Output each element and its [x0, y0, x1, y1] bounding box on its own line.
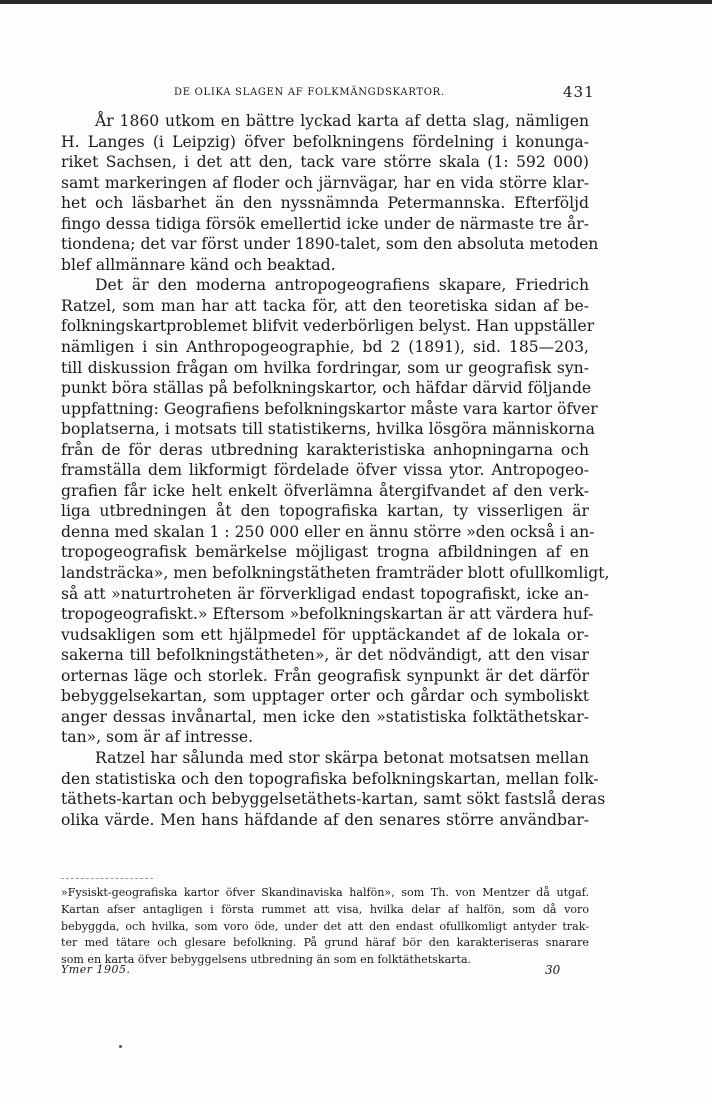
- text-line: Det är den moderna antropogeografiens skapare, Friedrich: [95, 276, 589, 295]
- text-line: folkningskartproblemet blifvit vederbörligen belyst. Han uppställer: [61, 317, 595, 336]
- text-line: H. Langes (i Leipzig) öfver befolkningens fördelning i konunga-: [61, 132, 589, 151]
- text-line: blef allmännare känd och beaktad.: [61, 255, 336, 274]
- scan-speck: [119, 1045, 122, 1048]
- text-line: landsträcka», men befolkningstätheten framträder blott ofullkomligt,: [61, 564, 610, 583]
- text-line: olika värde. Men hans häfdande af den senares större användbar-: [61, 810, 589, 829]
- sheet-number: 30: [545, 963, 561, 977]
- scan-edge: [0, 0, 712, 4]
- page-number: 431: [563, 83, 595, 101]
- running-head: DE OLIKA SLAGEN AF FOLKMÄNGDSKARTOR.: [174, 87, 445, 98]
- page-footer: [0, 959, 712, 983]
- body-text: [61, 111, 610, 830]
- text-line: från de för deras utbredning karakteristiska anhopningarna och: [61, 440, 589, 459]
- text-line: tan», som är af intresse.: [61, 728, 254, 747]
- footnote-line: Kartan afser antagligen i första rummet att visa, hvilka delar af halfön, som då voro: [61, 902, 589, 916]
- footnote-line: bebyggda, och hvilka, som voro öde, under det att den endast ofullkomligt antyder trak-: [61, 919, 589, 933]
- text-line: den statistiska och den topografiska befolkningskartan, mellan folk-: [61, 769, 599, 788]
- text-line: boplatserna, i motsats till statistikerns, hvilka lösgöra människorna: [61, 420, 595, 439]
- paragraph: [61, 275, 610, 748]
- text-line: het och läsbarhet än den nyssnämnda Petermannska. Efterföljd: [61, 194, 589, 213]
- page-header: [0, 83, 712, 103]
- text-line: orternas läge och storlek. Från geografisk synpunkt är det därför: [61, 666, 589, 685]
- text-line: Ratzel, som man har att tacka för, att den teoretiska sidan af be-: [61, 296, 589, 315]
- footnote-line: »Fysiskt-geografiska kartor öfver Skandinaviska halfön», som Th. von Mentzer då utgaf.: [61, 886, 589, 899]
- text-line: samt markeringen af floder och järnvägar, har en vida större klar-: [61, 173, 589, 192]
- text-line: tropogeografisk bemärkelse möjligast trogna afbildningen af en: [61, 543, 589, 562]
- text-line: sakerna till befolkningstätheten», är det nödvändigt, att den visar: [61, 646, 589, 665]
- footnote-line: ter med tätare och glesare befolkning. På grund häraf bör den karakteriseras snarare: [61, 936, 589, 950]
- text-line: nämligen i sin Anthropogeographie, bd 2 (1891), sid. 185—203,: [61, 338, 589, 357]
- text-line: till diskussion frågan om hvilka fordringar, som ur geografisk syn-: [61, 358, 589, 377]
- text-line: punkt böra ställas på befolkningskartor, och häfdar därvid följande: [61, 379, 592, 398]
- paragraph: [61, 111, 599, 275]
- text-line: anger dessas invånartal, men icke den »statistiska folktäthetskar-: [61, 707, 589, 726]
- paragraph: [61, 748, 606, 830]
- text-line: bebyggelsekartan, som upptager orter och gårdar och symboliskt: [61, 687, 589, 706]
- text-line: framställa dem likformigt fördelade öfver vissa ytor. Antropogeo-: [61, 461, 589, 480]
- text-line: fingo dessa tidiga försök emellertid icke under de närmaste tre år-: [61, 214, 589, 233]
- signature-mark: Ymer 1905.: [61, 963, 131, 976]
- text-line: liga utbredningen åt den topografiska kartan, ty visserligen är: [61, 502, 589, 521]
- text-line: tropogeografiskt.» Eftersom »befolkningskartan är att värdera huf-: [61, 605, 594, 624]
- text-line: År 1860 utkom en bättre lyckad karta af detta slag, nämligen: [95, 112, 589, 130]
- footnote-line: som en karta öfver bebyggelsens utbredning än som en folktäthetskarta.: [61, 953, 472, 966]
- text-line: vudsakligen som ett hjälpmedel för upptäckandet af de lokala or-: [61, 625, 589, 644]
- footnote: [61, 885, 589, 969]
- text-line: tiondena; det var först under 1890-talet, som den absoluta metoden: [61, 235, 599, 254]
- text-line: så att »naturtroheten är förverkligad endast topografiskt, icke an-: [61, 584, 589, 603]
- footnote-rule: [61, 878, 153, 879]
- text-line: grafien får icke helt enkelt öfverlämna återgifvandet af den verk-: [61, 481, 589, 500]
- text-line: Ratzel har sålunda med stor skärpa betonat motsatsen mellan: [95, 748, 589, 767]
- text-line: täthets-kartan och bebyggelsetäthets-kartan, samt sökt fastslå deras: [61, 790, 606, 809]
- text-line: riket Sachsen, i det att den, tack vare större skala (1: 592 000): [61, 153, 589, 172]
- text-line: uppfattning: Geografiens befolkningskartor måste vara kartor öfver: [61, 399, 598, 418]
- text-line: denna med skalan 1 : 250 000 eller en ännu större »den också i an-: [61, 522, 595, 541]
